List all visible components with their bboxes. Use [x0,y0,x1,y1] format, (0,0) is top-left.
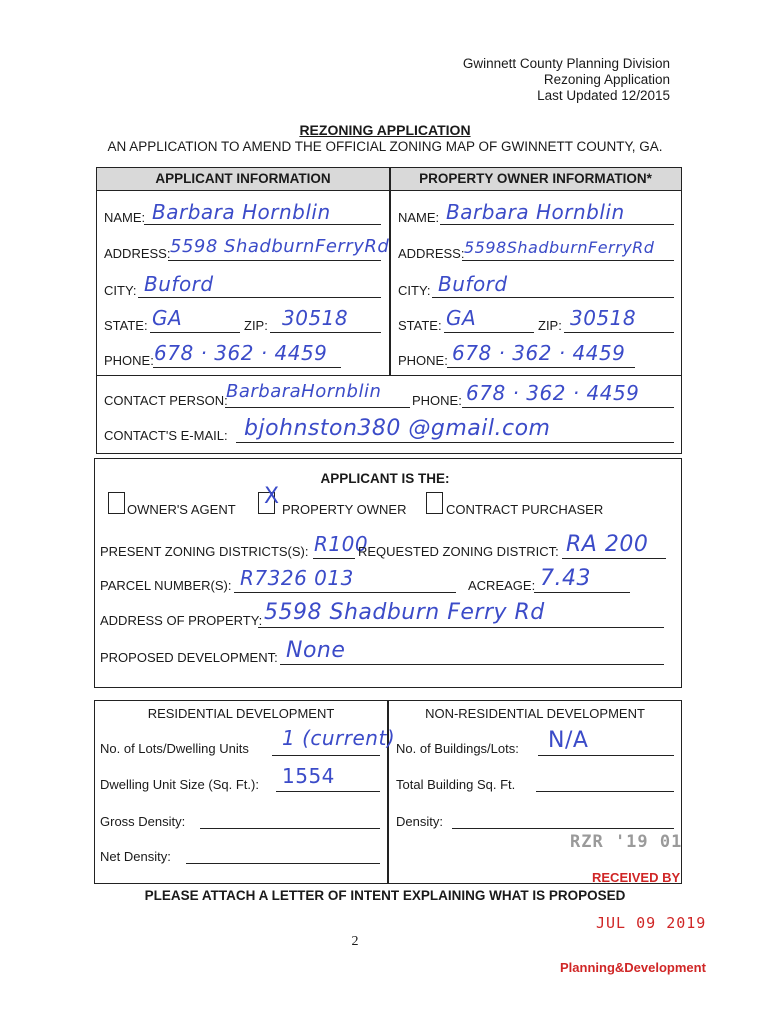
owner-name-label: NAME: [398,210,440,225]
contact-email-label: CONTACT'S E-MAIL: [104,428,228,443]
applicant-zip-label: ZIP: [244,318,268,333]
present-zoning-line [313,558,355,559]
density-label: Density: [396,814,443,829]
applicant-state-value: GA [152,306,183,330]
lots-label: No. of Lots/Dwelling Units [100,741,249,756]
applicant-city-label: CITY: [104,283,137,298]
net-density-label: Net Density: [100,849,171,864]
applicant-zip-line [270,332,381,333]
acreage-label: ACREAGE: [468,578,536,593]
applicant-name-line [144,224,381,225]
parcel-value: R7326 013 [240,566,354,590]
gross-density-line [200,828,380,829]
received-date-stamp: JUL 09 2019 [596,914,707,932]
page-number: 2 [351,934,359,949]
contract-purchaser-checkbox[interactable] [426,492,443,514]
owner-name-value: Barbara Hornblin [446,200,625,224]
lots-value: 1 (current) [282,726,396,750]
gross-density-label: Gross Density: [100,814,186,829]
column-divider [389,168,391,375]
property-address-label: ADDRESS OF PROPERTY: [100,613,263,628]
parcel-line [234,592,456,593]
applicant-city-line [138,297,381,298]
unit-size-line [276,791,380,792]
present-zoning-label: PRESENT ZONING DISTRICTS(S): [100,544,309,559]
building-sqft-label: Total Building Sq. Ft. [396,777,516,792]
contract-purchaser-label: CONTRACT PURCHASER [446,502,604,517]
property-owner-label: PROPERTY OWNER [282,502,407,517]
owner-zip-line [564,332,674,333]
acreage-value: 7.43 [540,566,591,591]
owner-name-line [440,224,674,225]
owner-state-value: GA [446,306,477,330]
parcel-label: PARCEL NUMBER(S): [100,578,232,593]
owners-agent-label: OWNER'S AGENT [127,502,236,517]
buildings-line [538,755,674,756]
requested-zoning-line [562,558,666,559]
owners-agent-checkbox[interactable] [108,492,125,514]
page-title: REZONING APPLICATION [299,122,471,138]
proposed-development-line [280,664,664,665]
owner-address-value: 5598ShadburnFerryRd [464,238,655,257]
nonresidential-heading: NON-RESIDENTIAL DEVELOPMENT [425,706,645,721]
letter-of-intent-note: PLEASE ATTACH A LETTER OF INTENT EXPLAINING WHAT IS PROPOSED [144,888,626,903]
owner-zip-value: 30518 [570,306,637,330]
proposed-development-label: PROPOSED DEVELOPMENT: [100,650,278,665]
requested-zoning-label: REQUESTED ZONING DISTRICT: [358,544,559,559]
acreage-line [534,592,630,593]
owner-zip-label: ZIP: [538,318,562,333]
contact-email-value: bjohnston380 @gmail.com [244,416,551,441]
unit-size-label: Dwelling Unit Size (Sq. Ft.): [100,777,259,792]
document-header [463,56,670,104]
header-updated: Last Updated 12/2015 [537,88,670,103]
lots-line [272,755,380,756]
header-form: Rezoning Application [543,72,670,87]
applicant-state-line [150,332,240,333]
property-address-value: 5598 Shadburn Ferry Rd [264,600,545,625]
contact-phone-value: 678 · 362 · 4459 [466,381,640,405]
contact-person-label: CONTACT PERSON: [104,393,228,408]
contact-person-value: BarbaraHornblin [226,381,382,402]
applicant-name-value: Barbara Hornblin [152,200,331,224]
owner-city-line [432,297,674,298]
applicant-address-label: ADDRESS: [104,246,171,261]
contact-phone-line [462,407,674,408]
applicant-address-value: 5598 ShadburnFerryRd [170,236,390,257]
residential-heading: RESIDENTIAL DEVELOPMENT [147,706,335,721]
building-sqft-line [536,791,674,792]
owner-phone-value: 678 · 362 · 4459 [452,341,626,365]
buildings-value: N/A [548,728,589,753]
property-owner-check-mark: X [264,484,280,509]
owner-city-value: Buford [438,272,508,296]
received-stamp: RECEIVED BY [592,870,681,885]
applicant-city-value: Buford [144,272,214,296]
owner-heading: PROPERTY OWNER INFORMATION* [390,168,681,191]
owner-city-label: CITY: [398,283,431,298]
applicant-address-line [168,260,381,261]
applicant-name-label: NAME: [104,210,146,225]
property-address-line [258,627,664,628]
owner-phone-label: PHONE: [398,353,448,368]
unit-size-value: 1554 [282,764,335,788]
net-density-line [186,863,380,864]
contact-phone-label: PHONE: [412,393,462,408]
applicant-phone-line [153,367,341,368]
proposed-development-value: None [286,638,346,663]
owner-address-line [462,260,674,261]
owner-state-line [444,332,534,333]
page-subtitle: AN APPLICATION TO AMEND THE OFFICIAL ZONING MAP OF GWINNETT COUNTY, GA. [107,139,663,154]
density-line [452,828,674,829]
present-zoning-value: R100 [314,532,369,556]
owner-phone-line [447,367,635,368]
applicant-heading: APPLICANT INFORMATION [97,168,390,191]
applicant-phone-label: PHONE: [104,353,154,368]
contact-person-line [225,407,410,408]
applicant-state-label: STATE: [104,318,148,333]
owner-address-label: ADDRESS: [398,246,465,261]
contact-email-line [236,442,674,443]
owner-state-label: STATE: [398,318,442,333]
applicant-phone-value: 678 · 362 · 4459 [154,341,328,365]
applicant-zip-value: 30518 [282,306,349,330]
buildings-label: No. of Buildings/Lots: [396,741,519,756]
case-number-stamp: RZR '19 01 [570,832,683,852]
requested-zoning-value: RA 200 [566,532,649,557]
header-org: Gwinnett County Planning Division [462,56,670,71]
department-stamp: Planning&Development [560,960,706,975]
applicant-is-heading: APPLICANT IS THE: [320,471,450,486]
